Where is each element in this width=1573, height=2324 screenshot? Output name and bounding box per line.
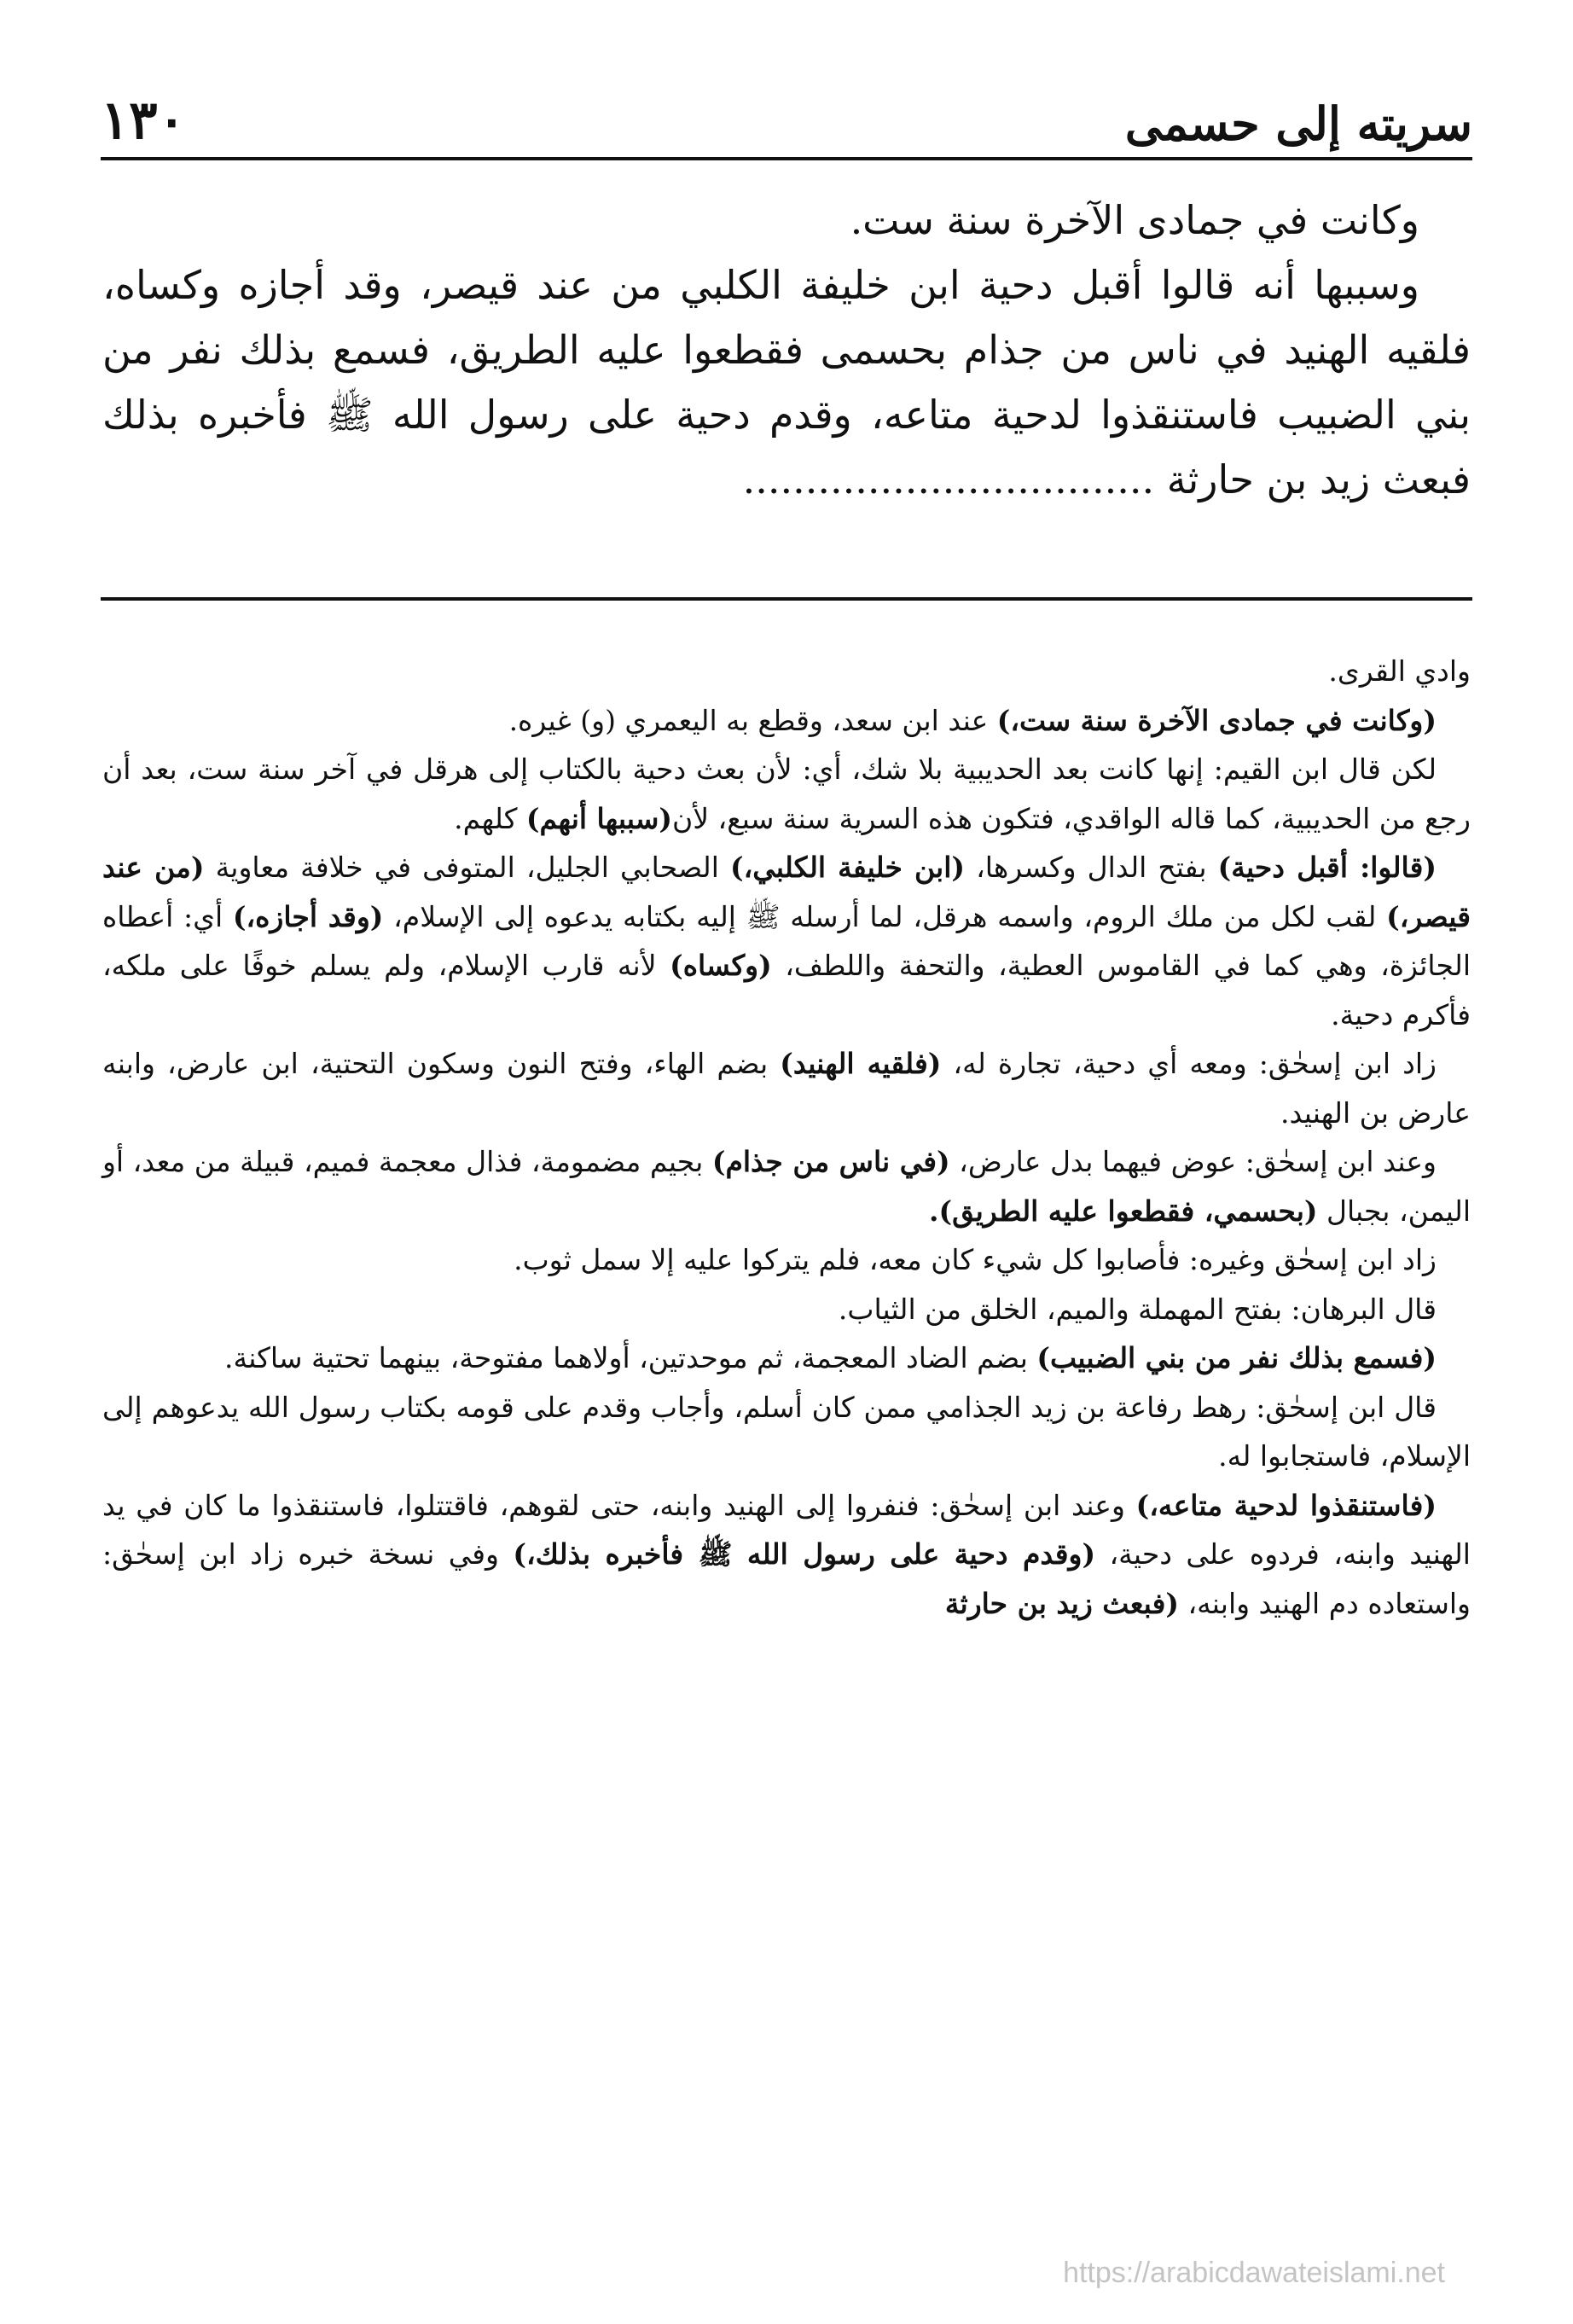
quoted-text: (وكانت في جمادى الآخرة سنة ست،) <box>996 703 1437 737</box>
commentary-text: الصحابي الجليل، المتوفى في خلافة معاوية <box>204 851 730 884</box>
footnote-rule <box>101 597 1472 601</box>
quoted-text: (وقدم دحية على رسول الله ﷺ فأخبره بذلك،) <box>513 1537 1096 1571</box>
commentary-text: وعند ابن إسحٰق: فنفروا إلى الهنيد وابنه، حتى لقوهم، فاقتتلوا، فاستنقذوا ما كان في يد الهنيد وابنه، فردوه على دحية، <box>102 1488 1471 1571</box>
page-number: ١٣٠ <box>101 89 186 151</box>
quoted-text: (سببها أنهم) <box>525 801 672 835</box>
commentary-text: بجيم مضمومة، فذال معجمة فميم، قبيلة من معد، أو اليمن، بجبال <box>102 1145 1471 1228</box>
commentary-para-5 <box>102 1039 1471 1137</box>
commentary-text: بضم الضاد المعجمة، ثم موحدتين، أولاهما مفتوحة، بينهما تحتية ساكنة. <box>224 1341 1037 1374</box>
commentary-line-1: وادي القرى. <box>1328 654 1471 688</box>
quoted-text: (وكساه) <box>670 949 772 982</box>
quoted-text: (بحسمي، فقطعوا عليه الطريق). <box>929 1194 1318 1228</box>
quoted-text: (فلقيه الهنيد) <box>780 1047 942 1080</box>
main-paragraph-text: وسببها أنه قالوا أقبل دحية ابن خليفة الكلبي من عند قيصر، وقد أجازه وكساه، فلقيه الهنيد في ناس من جذام بحسمى فقطعوا عليه الطريق، فسمع بذلك نفر من بني الضبيب فاستنقذوا لدحية متاعه، وقدم دحية على رسول الله ﷺ فأخبره بذلك فبعث زيد بن حارثة <box>102 262 1471 503</box>
commentary-text: وعند ابن إسحٰق: عوض فيهما بدل عارض، <box>949 1145 1437 1178</box>
commentary-para-8: قال البرهان: بفتح المهملة والميم، الخلق من الثياب. <box>838 1292 1437 1326</box>
running-title: سريته إلى حسمى <box>1124 96 1472 151</box>
main-line-1: وكانت في جمادى الآخرة سنة ست. <box>850 197 1419 243</box>
commentary-text: كلهم. <box>454 801 526 835</box>
commentary-text: لكن قال ابن القيم: إنها كانت بعد الحديبية بلا شك، أي: لأن بعث دحية بالكتاب إلى هرقل في آخر سنة ست، بعد أن رجع من الحديبية، كما قاله الواقدي، فتكون هذه السرية سنة سبع، لأن <box>102 752 1471 835</box>
quoted-text: (فبعث زيد بن حارثة <box>944 1586 1179 1620</box>
commentary-text: أي: أعطاه الجائزة، وهي كما في القاموس العطية، والتحفة واللطف، <box>102 899 1471 982</box>
main-paragraph <box>102 253 1471 512</box>
commentary-para-7: زاد ابن إسحٰق وغيره: فأصابوا كل شيء كان معه، فلم يتركوا عليه إلا سمل ثوب. <box>514 1243 1437 1276</box>
commentary-para-2 <box>102 696 1471 746</box>
commentary-para-4 <box>102 843 1471 1039</box>
quoted-text: (قالوا: أقبل دحية) <box>1217 851 1437 884</box>
commentary-para-11 <box>102 1481 1471 1629</box>
commentary-text: عند ابن سعد، وقطع به اليعمري (و) غيره. <box>508 703 997 737</box>
quoted-text: (من عند قيصر،) <box>102 851 1471 933</box>
commentary <box>102 647 1471 1628</box>
commentary-text: لقب لكل من ملك الروم، واسمه هرقل، لما أرسله ﷺ إليه بكتابه يدعوه إلى الإسلام، <box>383 899 1387 933</box>
page-header <box>101 78 1472 151</box>
commentary-text: لأنه قارب الإسلام، ولم يسلم خوفًا على ملكه، فأكرم دحية. <box>102 949 1471 1031</box>
main-dots: ................................. <box>742 456 1155 503</box>
quoted-text: (ابن خليفة الكلبي،) <box>729 851 966 884</box>
commentary-text: وفي نسخة خبره زاد ابن إسحٰق: واستعاده دم الهنيد وابنه، <box>102 1537 1471 1620</box>
quoted-text: (وقد أجازه،) <box>232 899 384 933</box>
commentary-para-3 <box>102 745 1471 843</box>
main-text <box>102 188 1471 512</box>
commentary-para-10: قال ابن إسحٰق: رهط رفاعة بن زيد الجذامي ممن كان أسلم، وأجاب وقدم على قومه بكتاب رسول الله يدعوهم إلى الإسلام، فاستجابوا له. <box>102 1390 1471 1473</box>
quoted-text: (فاستنقذوا لدحية متاعه،) <box>1135 1488 1437 1522</box>
commentary-para-9 <box>102 1333 1471 1383</box>
commentary-text: زاد ابن إسحٰق: ومعه أي دحية، تجارة له، <box>941 1047 1437 1080</box>
quoted-text: (فسمع بذلك نفر من بني الضبيب) <box>1036 1341 1437 1374</box>
header-rule <box>101 157 1472 160</box>
watermark-url: https://arabicdawateislami.net <box>1063 2257 1445 2289</box>
quoted-text: (في ناس من جذام) <box>711 1145 950 1178</box>
commentary-text: بفتح الدال وكسرها، <box>965 851 1218 884</box>
commentary-para-6 <box>102 1137 1471 1235</box>
commentary-text: بضم الهاء، وفتح النون وسكون التحتية، ابن عارض، وابنه عارض بن الهنيد. <box>102 1047 1471 1130</box>
